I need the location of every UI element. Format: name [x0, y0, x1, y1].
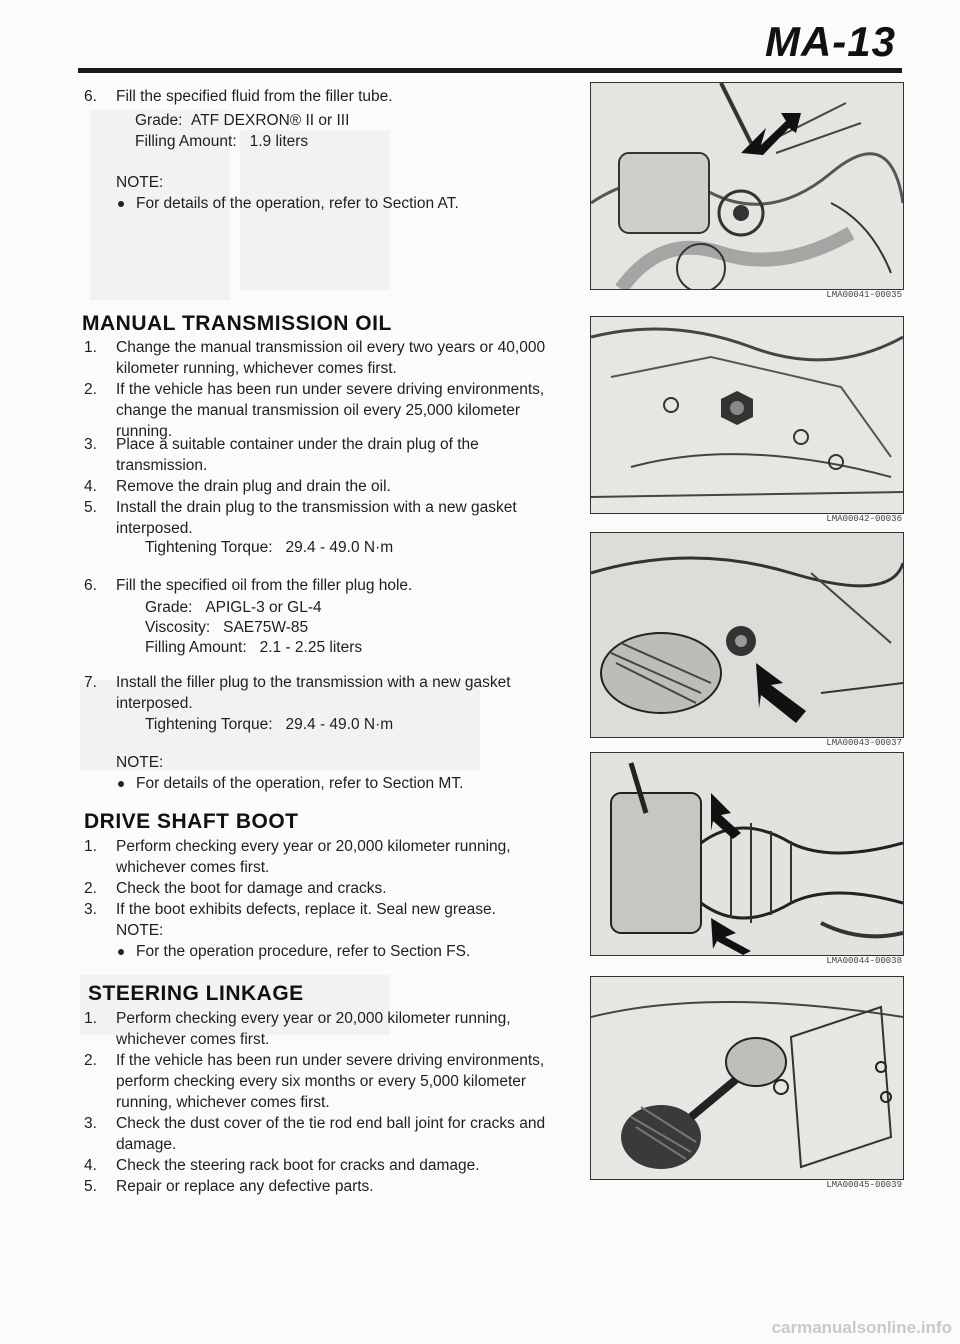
atf-note-bullet: For details of the operation, refer to Section AT.	[118, 193, 459, 214]
figure-steering-linkage	[590, 976, 904, 1180]
steering-step: 2. If the vehicle has been run under severe driving environments, perform checking every six months or every 5,000 kilometer running, whichever comes first.	[84, 1052, 545, 1111]
mt-step: 1. Change the manual transmission oil every two years or 40,000 kilometer running, whichever comes first.	[84, 339, 546, 377]
figure-code: LMA00042-00036	[826, 514, 902, 524]
mt-step: 5. Install the drain plug to the transmission with a new gasket interposed.	[84, 499, 517, 537]
figure-illustration	[591, 317, 903, 513]
atf-grade: Grade: ATF DEXRON® II or III	[135, 112, 350, 129]
mt-step: 2. If the vehicle has been run under severe driving environments, change the manual transmission oil every 25,000 kilometer running.	[84, 381, 545, 440]
figure-illustration	[591, 753, 903, 955]
mt-viscosity: Viscosity: SAE75W-85	[145, 619, 309, 636]
steering-step: 1. Perform checking every year or 20,000 kilometer running, whichever comes first.	[84, 1010, 511, 1048]
mt-step: 7. Install the filler plug to the transmission with a new gasket interposed.	[84, 674, 511, 712]
section-heading-steering-linkage: STEERING LINKAGE	[88, 982, 304, 1005]
boot-note-label: NOTE:	[116, 922, 164, 939]
boot-step: 3. If the boot exhibits defects, replace it. Seal new grease.	[84, 901, 496, 918]
steering-step: 5. Repair or replace any defective parts.	[84, 1178, 374, 1195]
mt-torque-2: Tightening Torque: 29.4 - 49.0 N·m	[145, 716, 394, 733]
section-heading-manual-transmission-oil: MANUAL TRANSMISSION OIL	[82, 312, 392, 335]
mt-filling-amount: Filling Amount: 2.1 - 2.25 liters	[145, 639, 363, 656]
boot-note-bullet: For the operation procedure, refer to Section FS.	[118, 941, 470, 962]
steering-step: 3. Check the dust cover of the tie rod end ball joint for cracks and damage.	[84, 1115, 546, 1153]
figure-code: LMA00044-00038	[826, 956, 902, 966]
figure-illustration	[591, 533, 903, 737]
figure-atf-filler-tube	[590, 82, 904, 290]
watermark: carmanualsonline.info	[771, 1318, 952, 1337]
page-number-title: MA-13	[764, 18, 896, 65]
figure-illustration	[591, 83, 903, 289]
figure-code: LMA00041-00035	[826, 290, 902, 300]
mt-torque-1: Tightening Torque: 29.4 - 49.0 N·m	[145, 539, 394, 556]
mt-step: 6. Fill the specified oil from the filler plug hole.	[84, 577, 413, 594]
figure-code: LMA00043-00037	[826, 738, 902, 748]
figure-filler-plug	[590, 532, 904, 738]
mt-grade: Grade: APIGL-3 or GL-4	[145, 599, 322, 616]
atf-step-6: 6. Fill the specified fluid from the filler tube.	[84, 88, 393, 105]
figure-illustration	[591, 977, 903, 1179]
header-rule	[78, 68, 902, 73]
steering-step: 4. Check the steering rack boot for cracks and damage.	[84, 1157, 480, 1174]
boot-step: 2. Check the boot for damage and cracks.	[84, 880, 387, 897]
atf-filling-amount: Filling Amount: 1.9 liters	[135, 133, 309, 150]
atf-note-label: NOTE:	[116, 174, 164, 191]
figure-drain-plug	[590, 316, 904, 514]
mt-step: 3. Place a suitable container under the drain plug of the transmission.	[84, 436, 479, 474]
mt-note-bullet: For details of the operation, refer to Section MT.	[118, 773, 463, 794]
figure-code: LMA00045-00039	[826, 1180, 902, 1190]
mt-step: 4. Remove the drain plug and drain the oil.	[84, 478, 391, 495]
figure-drive-shaft-boot	[590, 752, 904, 956]
mt-note-label: NOTE:	[116, 754, 164, 771]
section-heading-drive-shaft-boot: DRIVE SHAFT BOOT	[84, 810, 299, 833]
boot-step: 1. Perform checking every year or 20,000 kilometer running, whichever comes first.	[84, 838, 511, 876]
